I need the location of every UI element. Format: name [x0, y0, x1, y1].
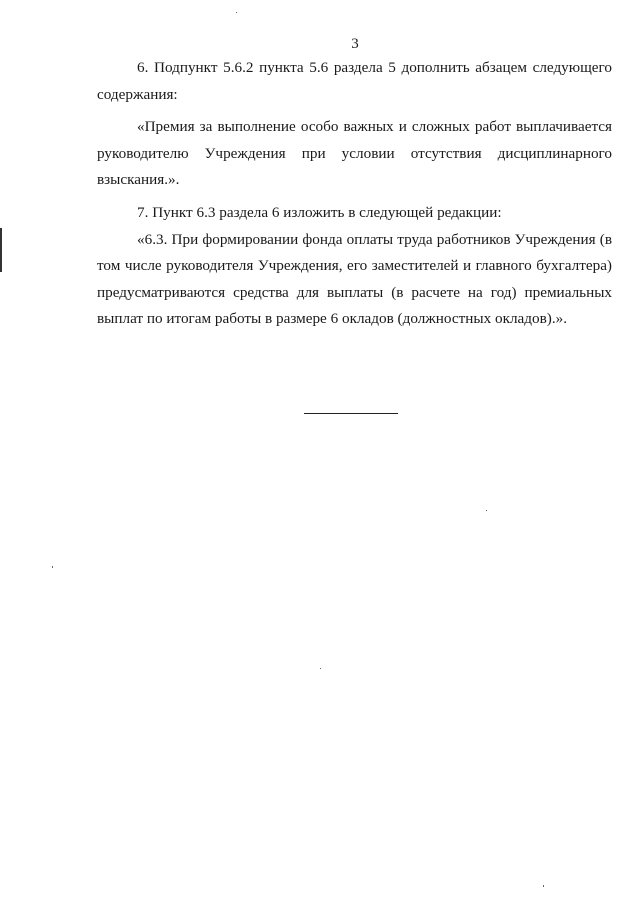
paragraph-item-6: 6. Подпункт 5.6.2 пункта 5.6 раздела 5 дополнить абзацем следующего содержания: — [97, 59, 612, 103]
scan-speck — [236, 12, 237, 13]
scan-speck — [320, 668, 321, 669]
document-body — [97, 55, 612, 333]
paragraph-quote-premium: «Премия за выполнение особо важных и сложных работ выплачивается руководителю Учреждения при условии отсутствия дисциплинарного взыскания.». — [97, 118, 612, 189]
end-separator-line — [304, 413, 398, 414]
paragraph-quote-6-3: «6.3. При формировании фонда оплаты труда работников Учреждения (в том числе руководителя Учреждения, его заместителей и главного бухгалтера) предусматриваются средства для выплаты (в расчете на год) премиальных выплат по итогам работы в размере 6 окладов (должностных окладов).». — [97, 230, 612, 328]
scan-speck — [486, 510, 487, 511]
paragraph-item-7: 7. Пункт 6.3 раздела 6 изложить в следующей редакции: — [137, 203, 502, 221]
scan-speck — [543, 885, 544, 887]
scan-edge-mark — [0, 228, 2, 272]
page-number: 3 — [351, 36, 359, 52]
scan-speck — [52, 566, 53, 568]
